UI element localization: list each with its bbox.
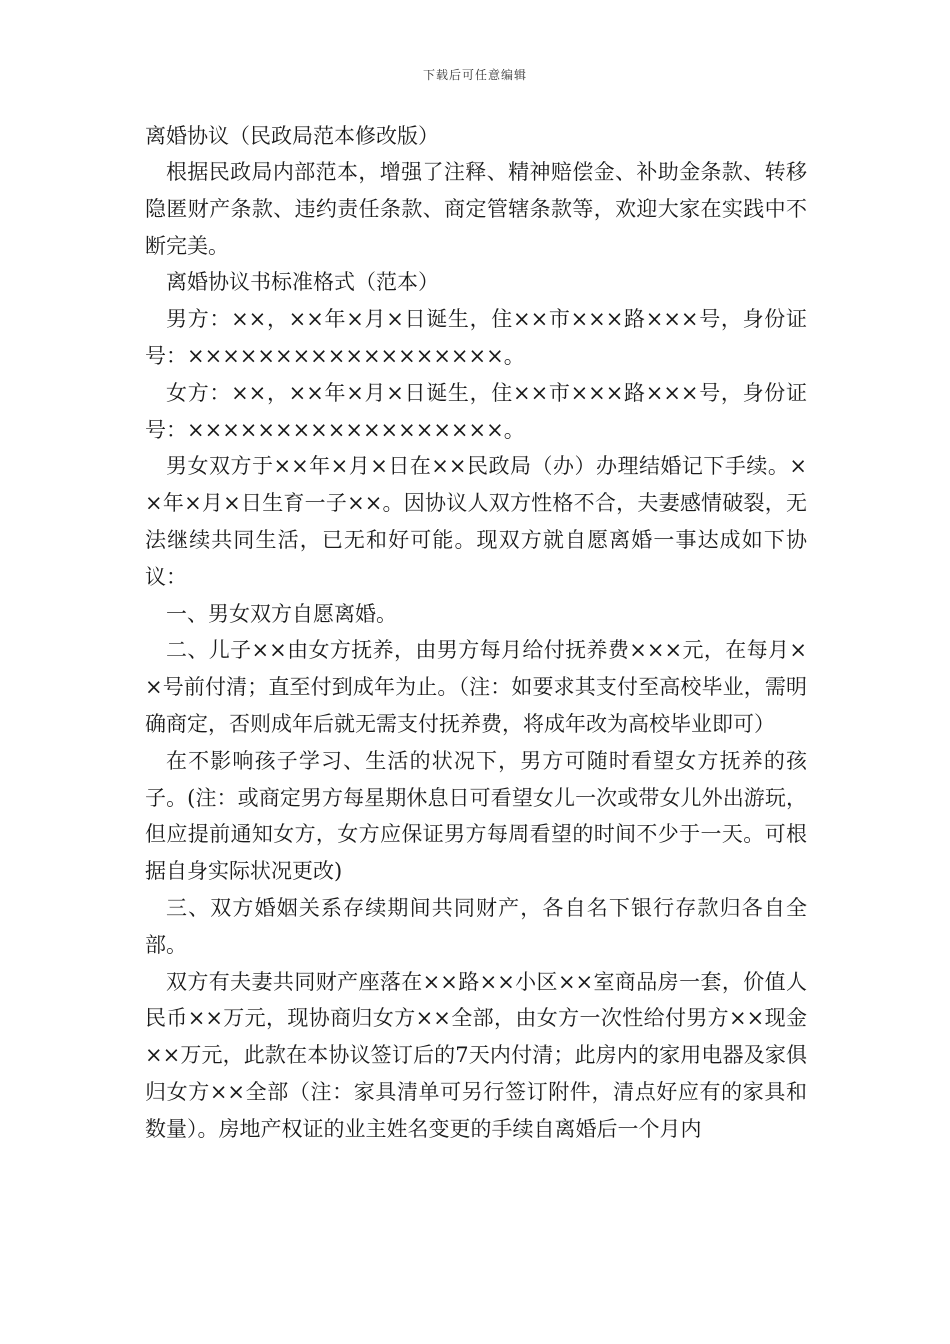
paragraph-clause-3: 三、双方婚姻关系存续期间共同财产，各自名下银行存款归各自全部。 [145, 895, 807, 957]
header-note: 下载后可任意编辑 [422, 68, 527, 82]
paragraph-property: 双方有夫妻共同财产座落在××路××小区××室商品房一套，价值人民币××万元，现协商归女方××全部，由女方一次性给付男方××现金××万元，此款在本协议签订后的7天内付清；此房内的家用电器及家俱归女方××全部（注：家具清单可另行签订附件，清点好应有的家具和数量）。房地产权证的业主姓名变更的手续自离婚后一个月内 [145, 969, 807, 1141]
document-body [145, 118, 807, 1148]
paragraph-clause-2: 二、儿子××由女方抚养，由男方每月给付抚养费×××元，在每月××号前付清；直至付到成年为止。（注：如要求其支付至高校毕业，需明确商定，否则成年后就无需支付抚养费，将成年改为高校毕业即可） [145, 638, 807, 736]
paragraph-female-party: 女方：××，××年×月×日诞生，住××市×××路×××号，身份证号：××××××××××××××××××。 [145, 380, 807, 442]
paragraph-clause-1: 一、男女双方自愿离婚。 [166, 601, 397, 626]
paragraph-intro: 根据民政局内部范本，增强了注释、精神赔偿金、补助金条款、转移隐匿财产条款、违约责任条款、商定管辖条款等，欢迎大家在实践中不断完美。 [145, 160, 807, 258]
paragraph-marriage-background: 男女双方于××年×月×日在××民政局（办）办理结婚记下手续。××年×月×日生育一子××。因协议人双方性格不合，夫妻感情破裂，无法继续共同生活，已无和好可能。现双方就自愿离婚一事达成如下协议： [145, 454, 807, 589]
paragraph-visitation: 在不影响孩子学习、生活的状况下，男方可随时看望女方抚养的孩子。(注：或商定男方每星期休息日可看望女儿一次或带女儿外出游玩，但应提前通知女方，女方应保证男方每周看望的时间不少于一天。可根据自身实际状况更改) [145, 748, 807, 884]
paragraph-format-heading: 离婚协议书标准格式（范本） [166, 270, 439, 295]
paragraph-male-party: 男方：××，××年×月×日诞生，住××市×××路×××号，身份证号：××××××××××××××××××。 [145, 307, 807, 368]
document-title: 离婚协议（民政局范本修改版） [145, 124, 439, 148]
